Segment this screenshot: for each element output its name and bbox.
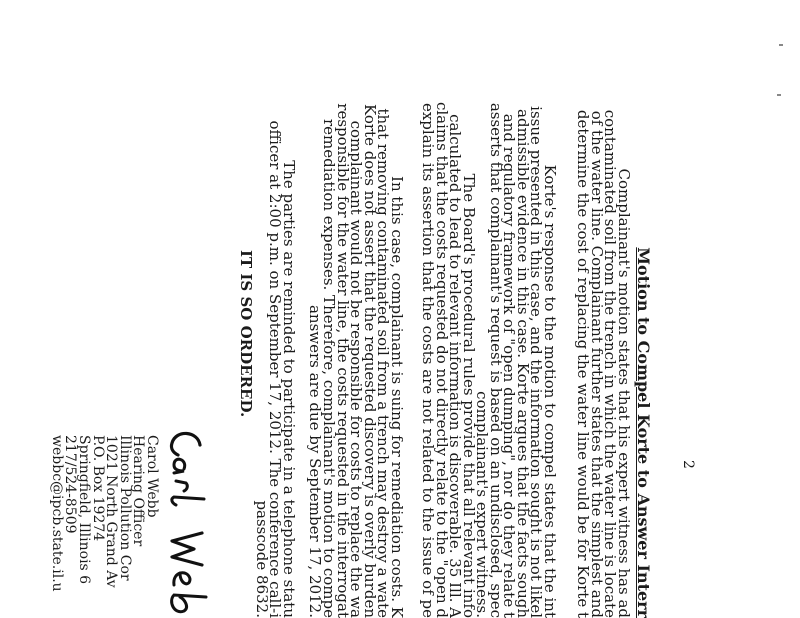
officer-pobox: P.O. Box 19274 xyxy=(89,435,106,542)
text-line: Korte does not assert that the requested discovery is overly burden xyxy=(360,104,379,618)
officer-title: Hearing Officer xyxy=(130,435,147,547)
paragraph-response xyxy=(473,0,559,618)
text-line: The parties are reminded to participate in a telephone statu xyxy=(280,160,298,618)
text-line: officer at 2:00 p.m. on September 17, 2012. The conference call-i xyxy=(266,120,285,618)
handwritten-signature xyxy=(162,425,210,618)
officer-name: Carol Webb xyxy=(144,435,160,518)
officer-phone: 217/524-8509 xyxy=(62,435,79,534)
text-line: calculated to lead to relevant information is discoverable. 35 Ill. A xyxy=(446,114,465,618)
paragraph-rules xyxy=(419,0,478,618)
scan-artifact xyxy=(777,94,781,96)
hearing-officer-block xyxy=(49,435,158,618)
page-number: 2 xyxy=(680,460,696,469)
text-line: of the water line. Complainant further states that the simplest and xyxy=(587,110,606,618)
text-line: The Board's procedural rules provide that all relevant info xyxy=(460,173,478,618)
text-line: that removing contaminated soil from a trench may destroy a wate xyxy=(374,108,393,618)
officer-city: Springfield, Illinois 6 xyxy=(76,435,93,585)
officer-email: webbc@ipcb.state.il.u xyxy=(48,435,65,592)
text-line: complainant's expert witness. xyxy=(473,391,492,618)
text-line: contaminated soil from the trench in which the water line is locate xyxy=(601,109,620,618)
scan-artifact xyxy=(779,44,783,46)
text-line: claims that the costs requested do not directly relate to the "open d xyxy=(432,101,451,618)
text-line: responsible for the water line, the costs requested in the interrogat xyxy=(333,103,352,618)
text-line: issue presented in this case, and the information sought is not likel xyxy=(527,106,546,618)
text-line: remediation expenses. Therefore, complainant's motion to compe xyxy=(320,119,339,618)
officer-street: 1021 North Grand Av xyxy=(103,435,120,588)
text-line: asserts that complainant's request is based on an undisclosed, spec xyxy=(486,102,505,618)
paragraph-ruling xyxy=(306,0,406,618)
text-line: Complainant's motion states that his expert witness has ad xyxy=(615,168,633,618)
text-line: answers are due by September 17, 2012. xyxy=(306,304,325,618)
text-line: passcode 8632. xyxy=(252,500,271,618)
text-line: complainant would not be responsible for costs to replace the wa xyxy=(347,120,366,618)
text-line: In this case, complainant is suing for remediation costs. K xyxy=(388,176,406,618)
paragraph-reminder xyxy=(252,0,298,618)
text-line: Korte's response to the motion to compel states that the int xyxy=(541,164,559,618)
section-heading: Motion to Compel Korte to Answer Interr xyxy=(634,247,653,618)
text-line: admissible evidence in this case. Korte argues that the facts sough xyxy=(513,109,532,618)
officer-agency: Illinois Pollution Cor xyxy=(116,435,133,581)
text-line: and regulatory framework of "open dumping", nor do they relate t xyxy=(500,113,519,618)
text-line: determine the cost of replacing the water line would be for Korte t xyxy=(574,109,593,618)
text-line: explain its assertion that the costs are not related to the issue of pe xyxy=(419,102,438,618)
paragraph-motion xyxy=(574,0,633,618)
closing-order: IT IS SO ORDERED. xyxy=(237,250,255,418)
